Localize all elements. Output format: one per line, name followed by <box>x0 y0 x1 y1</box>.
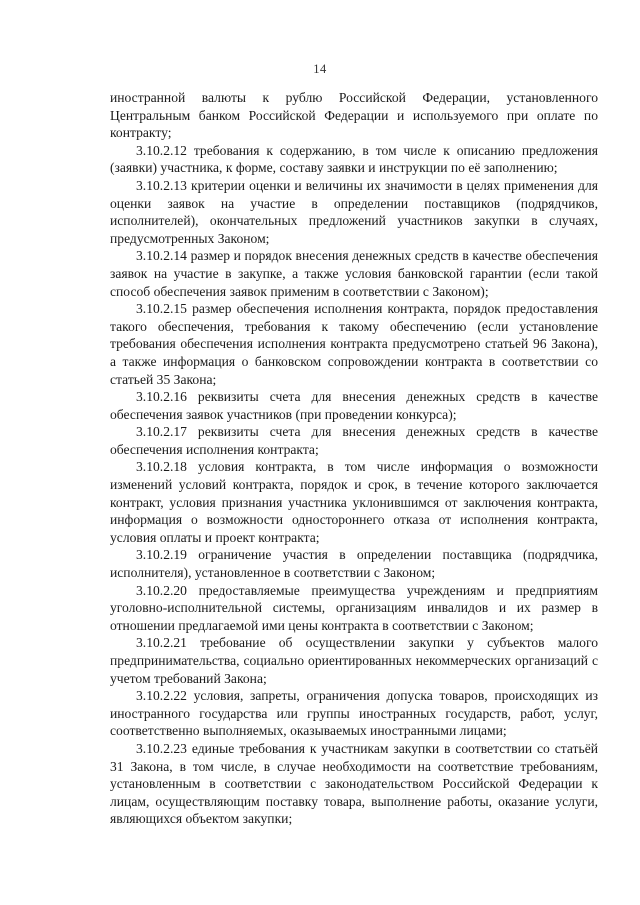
document-body <box>110 89 598 828</box>
paragraph-3-10-2-15: 3.10.2.15 размер обеспечения исполнения контракта, порядок предоставления такого обеспечения, требования к такому обеспечению (если установление требования обеспечения исполнения контракта предусмотрено статьей 96 Закона), а также информация о банковском сопровождении контракта в соответствии со статьей 35 Закона; <box>110 301 598 387</box>
paragraph-3-10-2-17: 3.10.2.17 реквизиты счета для внесения денежных средств в качестве обеспечения исполнения контракта; <box>110 424 598 457</box>
paragraph-3-10-2-20: 3.10.2.20 предоставляемые преимущества учреждениям и предприятиям уголовно-исполнительной системы, организациям инвалидов и их размер в отношении предлагаемой ими цены контракта в соответствии с Законом; <box>110 582 598 633</box>
paragraph-3-10-2-18: 3.10.2.18 условия контракта, в том числе информация о возможности изменений условий контракта, порядок и срок, в течение которого заключается контракт, условия признания участника уклонившимся от заключения контракта, информация о возможности одностороннего отказа от исполнения контракта, условия оплаты и проект контракта; <box>110 459 598 545</box>
paragraph-continuation: иностранной валюты к рублю Российской Федерации, установленного Центральным банком Российской Федерации и используемого при оплате по контракту; <box>110 90 598 141</box>
page-number: 14 <box>313 62 327 76</box>
paragraph-3-10-2-19: 3.10.2.19 ограничение участия в определении поставщика (подрядчика, исполнителя), установленное в соответствии с Законом; <box>110 547 598 581</box>
paragraph-3-10-2-21: 3.10.2.21 требование об осуществлении закупки у субъектов малого предпринимательства, социально ориентированных некоммерческих организаций с учетом требований Закона; <box>110 635 598 686</box>
paragraph-3-10-2-16: 3.10.2.16 реквизиты счета для внесения денежных средств в качестве обеспечения заявок участников (при проведении конкурса); <box>110 389 598 422</box>
paragraph-3-10-2-23: 3.10.2.23 единые требования к участникам закупки в соответствии со статьёй 31 Закона, в том числе, в случае необходимости на соответствие требованиям, установленным в соответствии с законодательством Российской Федерации к лицам, осуществляющим поставку товара, выполнение работы, оказание услуги, являющихся объектом закупки; <box>110 740 598 827</box>
paragraph-3-10-2-13: 3.10.2.13 критерии оценки и величины их значимости в целях применения для оценки заявок на участие в определении поставщиков (подрядчиков, исполнителей), окончательных предложений участников закупки в случаях, предусмотренных Законом; <box>110 177 598 246</box>
paragraph-3-10-2-12: 3.10.2.12 требования к содержанию, в том числе к описанию предложения (заявки) участника, к форме, составу заявки и инструкции по её заполнению; <box>110 142 598 176</box>
paragraph-3-10-2-22: 3.10.2.22 условия, запреты, ограничения допуска товаров, происходящих из иностранного государства или группы иностранных государств, работ, услуг, соответственно выполняемых, оказываемых иностранными лицами; <box>110 688 598 739</box>
paragraph-3-10-2-14: 3.10.2.14 размер и порядок внесения денежных средств в качестве обеспечения заявок на участие в закупке, а также условия банковской гарантии (если такой способ обеспечения заявок применим в соответствии с Законом); <box>110 248 598 299</box>
